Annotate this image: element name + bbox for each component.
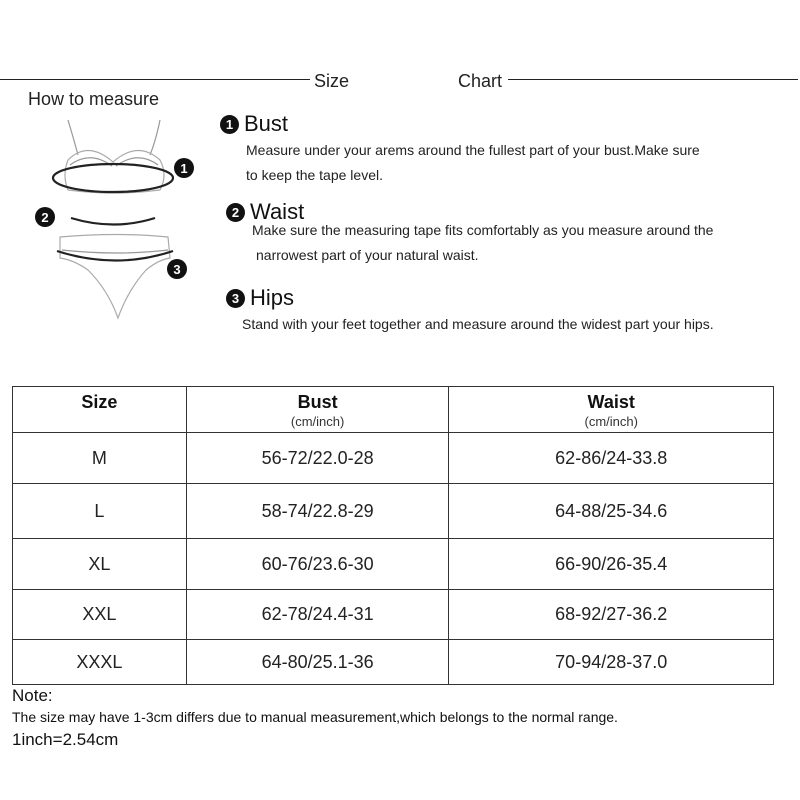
bust-cell: 56-72/22.0-28 <box>186 433 449 484</box>
waist-cell: 62-86/24-33.8 <box>449 433 774 484</box>
bust-cell: 62-78/24.4-31 <box>186 590 449 640</box>
number-2-icon: 2 <box>226 203 245 222</box>
waist-cell: 70-94/28-37.0 <box>449 640 774 685</box>
note-text: The size may have 1-3cm differs due to manual measurement,which belongs to the normal range. <box>12 709 618 725</box>
header-size-label: Size <box>81 392 118 412</box>
size-cell: L <box>13 484 187 539</box>
section-bust-heading <box>220 110 288 137</box>
waist-cell: 66-90/26-35.4 <box>449 539 774 590</box>
badge-2 <box>35 207 55 227</box>
table-header-row <box>13 387 774 433</box>
bust-cell: 58-74/22.8-29 <box>186 484 449 539</box>
table-row <box>13 539 774 590</box>
section-hips-description <box>242 312 714 337</box>
bust-cell: 64-80/25.1-36 <box>186 640 449 685</box>
section-bust-line-1: Measure under your arems around the fullest part of your bust.Make sure <box>246 142 700 158</box>
header-rule-right <box>508 79 798 80</box>
section-waist-line-2: narrowest part of your natural waist. <box>256 247 479 263</box>
header-size <box>13 387 187 433</box>
number-1-icon: 1 <box>220 115 239 134</box>
section-bust-title: Bust <box>244 111 289 137</box>
size-cell: XL <box>13 539 187 590</box>
waist-cell: 68-92/27-36.2 <box>449 590 774 640</box>
size-cell: XXL <box>13 590 187 640</box>
section-waist-description <box>252 218 713 268</box>
header-bust-label: Bust <box>297 392 338 412</box>
header-waist <box>449 387 774 433</box>
chart-title-size: Size <box>314 71 350 91</box>
badge-1 <box>174 158 194 178</box>
section-waist-line-1: Make sure the measuring tape fits comfortably as you measure around the <box>252 222 714 238</box>
bikini-measure-illustration <box>28 110 208 325</box>
section-waist-title: Waist <box>250 199 305 225</box>
section-hips-line-1: Stand with your feet together and measure around the widest part your hips. <box>242 316 714 332</box>
svg-text:3: 3 <box>173 262 181 277</box>
table-row <box>13 433 774 484</box>
number-3-icon: 3 <box>226 289 245 308</box>
badge-3 <box>167 259 187 279</box>
size-table <box>12 386 774 685</box>
table-row <box>13 640 774 685</box>
unit-conversion: 1inch=2.54cm <box>12 730 119 749</box>
table-row <box>13 484 774 539</box>
note-heading: Note: <box>12 686 53 705</box>
chart-title-chart: Chart <box>458 71 503 91</box>
section-bust-line-2: to keep the tape level. <box>246 167 383 183</box>
section-bust-description <box>246 138 700 188</box>
how-to-measure-label: How to measure <box>28 89 160 109</box>
header-waist-unit: (cm/inch) <box>584 414 638 429</box>
header-bust-unit: (cm/inch) <box>290 414 345 429</box>
svg-text:1: 1 <box>180 161 188 176</box>
header-waist-label: Waist <box>587 392 635 412</box>
bust-cell: 60-76/23.6-30 <box>186 539 449 590</box>
table-row <box>13 590 774 640</box>
header-rule-left <box>0 79 310 80</box>
waist-cell: 64-88/25-34.6 <box>449 484 774 539</box>
size-cell: M <box>13 433 187 484</box>
section-hips-title: Hips <box>250 285 295 311</box>
svg-text:2: 2 <box>41 210 49 225</box>
header-bust <box>186 387 449 433</box>
section-hips-heading <box>226 284 294 311</box>
size-cell: XXXL <box>13 640 187 685</box>
